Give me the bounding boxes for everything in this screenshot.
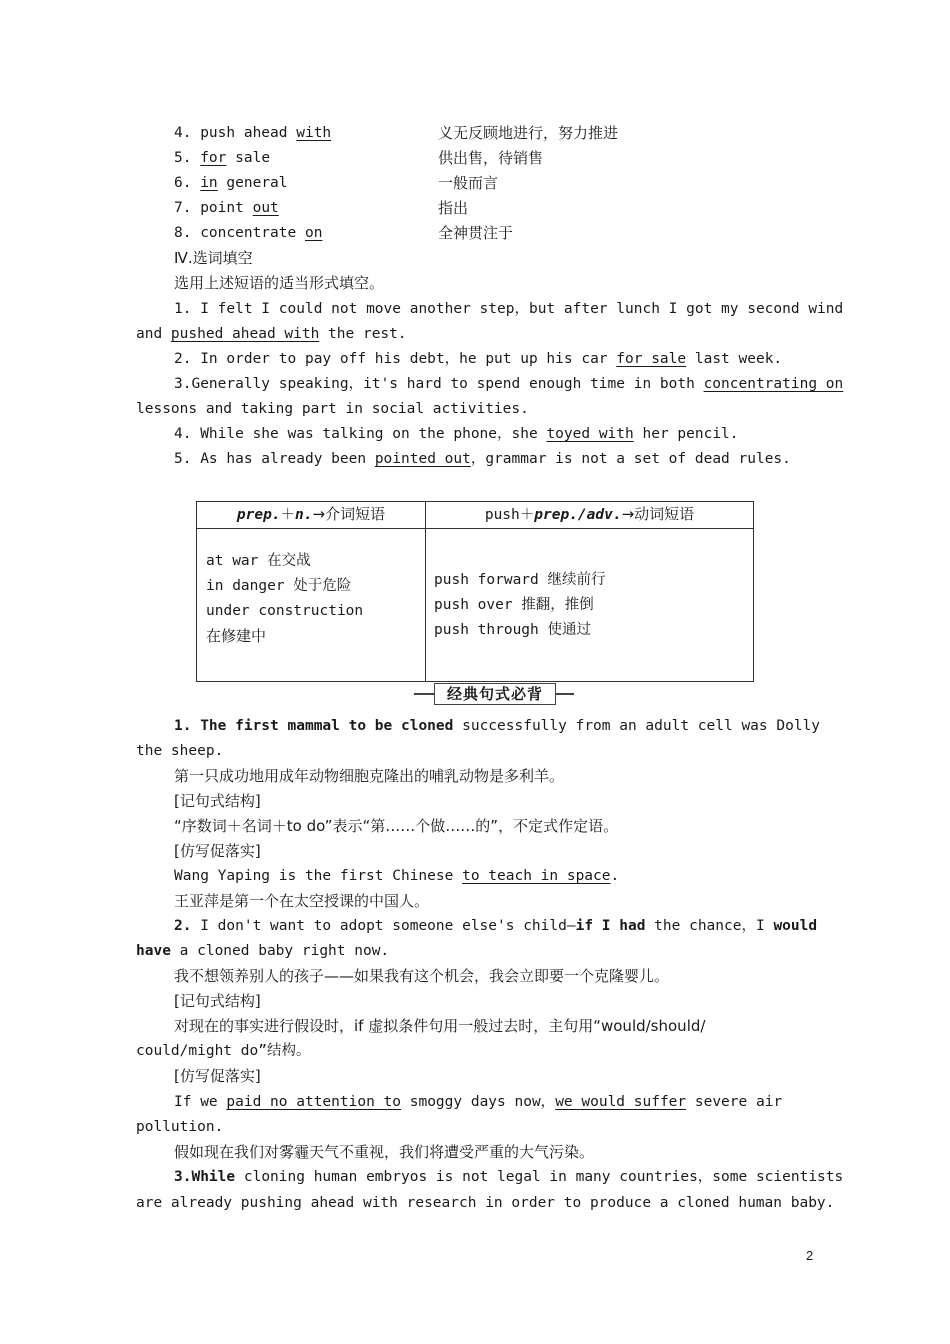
practice-sentence-2-line2: pollution. bbox=[136, 1119, 224, 1135]
fill-sentence-1: 1. I felt I could not move another step，but after lunch I got my second wind bbox=[174, 301, 844, 317]
answer-blank: pushed ahead with bbox=[170, 326, 320, 342]
answer-blank: for sale bbox=[616, 351, 687, 367]
page-number: 2 bbox=[806, 1248, 814, 1263]
key-sentence-3: 3.While cloning human embryos is not legal in many countries，some scientists bbox=[174, 1169, 844, 1185]
answer-blank: pointed out bbox=[374, 451, 471, 467]
phrase-translation: 全神贯注于 bbox=[438, 224, 514, 242]
table-header-left: prep.＋n.→介词短语 bbox=[197, 502, 426, 529]
key-sentence-1-translation: 第一只成功地用成年动物细胞克隆出的哺乳动物是多利羊。 bbox=[174, 767, 565, 785]
tag-structure: [记句式结构] bbox=[174, 792, 261, 810]
practice-sentence-2: If we paid no attention to smoggy days now，we would suffer severe air bbox=[174, 1094, 783, 1110]
section-instruction: 选用上述短语的适当形式填空。 bbox=[174, 274, 385, 292]
answer-blank: with bbox=[296, 125, 332, 141]
section-banner bbox=[414, 682, 574, 706]
phrase-item: 4. push ahead with bbox=[174, 125, 332, 141]
phrase-item: 6. in general bbox=[174, 175, 288, 191]
answer-blank: out bbox=[252, 200, 279, 216]
key-sentence-1: 1. The first mammal to be cloned successfully from an adult cell was Dolly bbox=[174, 718, 821, 734]
key-sentence-2: 2. I don't want to adopt someone else's child—if I had the chance，I would bbox=[174, 918, 818, 934]
banner-title: 经典句式必背 bbox=[434, 683, 556, 705]
phrase-translation: 义无反顾地进行，努力推进 bbox=[438, 124, 619, 142]
tag-practice: [仿写促落实] bbox=[174, 842, 261, 860]
structure-note-1: “序数词＋名词＋to do”表示“第……个做……的”，不定式作定语。 bbox=[174, 817, 619, 835]
fill-sentence-2: 2. In order to pay off his debt，he put up his car for sale last week. bbox=[174, 351, 783, 367]
fill-sentence-4: 4. While she was talking on the phone，she toyed with her pencil. bbox=[174, 426, 739, 442]
key-sentence-3-line2: are already pushing ahead with research in order to produce a cloned human baby. bbox=[136, 1195, 835, 1211]
table-cell-prep-phrases: at war 在交战 in danger 处于危险 under construction 在修建中 bbox=[197, 529, 426, 682]
key-sentence-2-translation: 我不想领养别人的孩子——如果我有这个机会，我会立即要一个克隆婴儿。 bbox=[174, 967, 670, 985]
answer-blank: we would suffer bbox=[555, 1094, 687, 1110]
phrase-translation: 指出 bbox=[438, 199, 469, 217]
answer-blank: on bbox=[304, 225, 323, 241]
fill-sentence-5: 5. As has already been pointed out，grammar is not a set of dead rules. bbox=[174, 451, 791, 467]
key-sentence-1-line2: the sheep. bbox=[136, 743, 224, 759]
phrase-translation: 一般而言 bbox=[438, 174, 499, 192]
section-heading: Ⅳ.选词填空 bbox=[174, 249, 253, 267]
structure-note-2: 对现在的事实进行假设时，if 虚拟条件句用一般过去时，主句用“would/should/ bbox=[174, 1017, 706, 1035]
banner-rule-left bbox=[414, 693, 436, 695]
key-sentence-2-line2: have a cloned baby right now. bbox=[136, 943, 390, 959]
phrase-translation: 供出售，待销售 bbox=[438, 149, 544, 167]
answer-blank: concentrating on bbox=[703, 376, 844, 392]
fill-sentence-3: 3.Generally speaking，it's hard to spend enough time in both concentrating on bbox=[174, 376, 844, 392]
answer-blank: toyed with bbox=[546, 426, 634, 442]
phrase-item: 7. point out bbox=[174, 200, 279, 216]
tag-structure-2: [记句式结构] bbox=[174, 992, 261, 1010]
practice-sentence-1: Wang Yaping is the first Chinese to teach in space. bbox=[174, 868, 620, 884]
table-header-right: push＋prep./adv.→动词短语 bbox=[426, 502, 754, 529]
phrase-item: 5. for sale bbox=[174, 150, 271, 166]
fill-sentence-1-line2: and pushed ahead with the rest. bbox=[136, 326, 407, 342]
tag-practice-2: [仿写促落实] bbox=[174, 1067, 261, 1085]
answer-blank: paid no attention to bbox=[226, 1094, 401, 1110]
practice-translation-1: 王亚萍是第一个在太空授课的中国人。 bbox=[174, 892, 430, 910]
answer-blank: in bbox=[200, 175, 218, 191]
answer-blank: for bbox=[200, 150, 227, 166]
phrase-item: 8. concentrate on bbox=[174, 225, 323, 241]
fill-sentence-3-line2: lessons and taking part in social activities. bbox=[136, 401, 529, 417]
table-cell-push-phrases: push forward 继续前行 push over 推翻，推倒 push through 使通过 bbox=[426, 529, 754, 682]
structure-note-2-line2: could/might do”结构。 bbox=[136, 1043, 311, 1059]
phrase-summary-table bbox=[196, 501, 754, 682]
answer-blank: to teach in space bbox=[462, 868, 611, 884]
practice-translation-2: 假如现在我们对雾霾天气不重视，我们将遭受严重的大气污染。 bbox=[174, 1143, 595, 1161]
